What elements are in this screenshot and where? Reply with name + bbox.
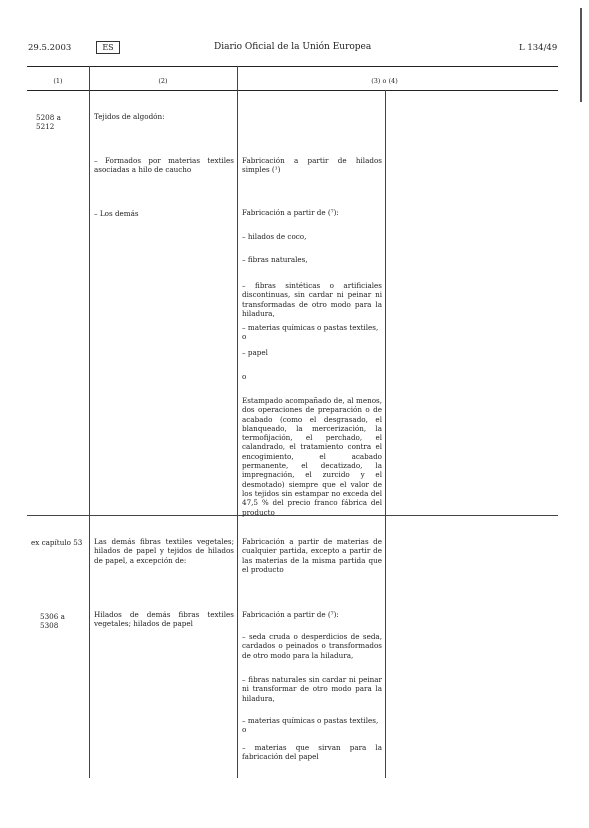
row-description: – Los demás <box>94 209 139 218</box>
row-code: 5306 a 5308 <box>40 612 65 631</box>
language-badge: ES <box>96 41 120 54</box>
scan-edge-mark <box>580 8 582 102</box>
column-divider-1 <box>89 66 90 778</box>
row-code: 5208 a 5212 <box>36 113 61 132</box>
row-description: Tejidos de algodón: <box>94 112 165 121</box>
row-code: ex capítulo 53 <box>31 538 83 547</box>
table-header-rule <box>27 90 558 91</box>
row-description: Hilados de demás fibras textiles vegetales; hilados de papel <box>94 610 234 629</box>
row-rule: Fabricación a partir de (⁷): <box>242 610 339 619</box>
list-item: – fibras sintéticas o artificiales discontinuas, sin cardar ni peinar ni transformadas de otro modo para la hiladura, <box>242 281 382 318</box>
column-divider-3 <box>385 90 386 778</box>
row-description: – Formados por materias textiles asociadas a hilo de caucho <box>94 156 234 175</box>
list-item: – materias que sirvan para la fabricación del papel <box>242 743 382 762</box>
list-item: – hilados de coco, <box>242 232 307 241</box>
list-item: – fibras naturales, <box>242 255 308 264</box>
list-item: – materias químicas o pastas textiles, o <box>242 323 379 342</box>
row-description: Las demás fibras textiles vegetales; hilados de papel y tejidos de hilados de papel, a excepción de: <box>94 537 234 565</box>
list-item: – seda cruda o desperdicios de seda, cardados o peinados o transformados de otro modo para la hiladura, <box>242 632 382 660</box>
list-item: o <box>242 372 247 381</box>
table-top-rule <box>27 66 558 67</box>
header-date: 29.5.2003 <box>28 43 72 53</box>
column-header-1: (1) <box>53 77 63 85</box>
list-item: – materias químicas o pastas textiles, o <box>242 716 379 735</box>
column-header-2: (2) <box>158 77 168 85</box>
row-rule: Fabricación a partir de (⁷): <box>242 208 339 217</box>
row-rule: Fabricación a partir de hilados simples (¹) <box>242 156 382 175</box>
page-number: L 134/49 <box>519 43 558 53</box>
list-item: Estampado acompañado de, al menos, dos operaciones de preparación o de acabado (como el desgrasado, el blanqueado, la mercerización, la termofijación, el perchado, el calandrado, el tratamiento contra el encogimiento, el acabado permanente, el decatizado, la impregnación, el zurcido y el desmotado) siempre que el valor de los tejidos sin estampar no exceda del 47,5 % del precio franco fábrica del producto <box>242 396 382 517</box>
column-divider-2 <box>237 66 238 778</box>
journal-title: Diario Oficial de la Unión Europea <box>214 42 372 52</box>
row-rule: Fabricación a partir de materias de cualquier partida, excepto a partir de las materias de la misma partida que el producto <box>242 537 382 574</box>
list-item: – fibras naturales sin cardar ni peinar ni transformar de otro modo para la hiladura, <box>242 675 382 703</box>
column-header-3: (3) o (4) <box>371 77 398 85</box>
list-item: – papel <box>242 348 268 357</box>
